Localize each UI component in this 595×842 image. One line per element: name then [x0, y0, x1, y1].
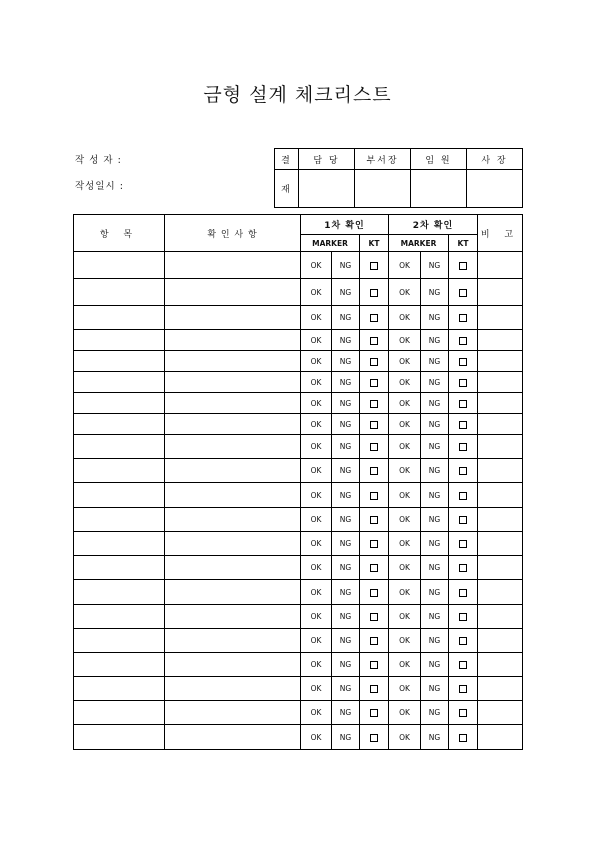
kt-checkbox-1[interactable] [360, 330, 389, 351]
ng-cell-1[interactable]: NG [332, 435, 360, 459]
check-content-cell[interactable] [165, 330, 301, 351]
check-content-cell[interactable] [165, 252, 301, 279]
ok-cell-2[interactable]: OK [389, 435, 421, 459]
check-content-cell[interactable] [165, 459, 301, 483]
checkbox-icon[interactable] [459, 709, 467, 717]
approval-role-president: 사 장 [467, 149, 523, 170]
date-label: 작성일시 : [75, 181, 124, 192]
ok-cell-2[interactable]: OK [389, 701, 421, 725]
item-cell[interactable] [74, 725, 165, 750]
header-marker-2: MARKER [389, 235, 449, 252]
approval-side-top: 결 [275, 149, 299, 170]
ok-cell-2[interactable]: OK [389, 725, 421, 750]
table-row [74, 414, 523, 435]
ng-cell-1[interactable]: NG [332, 653, 360, 677]
table-row [74, 435, 523, 459]
remarks-cell[interactable] [478, 330, 523, 351]
check-content-cell[interactable] [165, 725, 301, 750]
table-row [74, 279, 523, 306]
ok-cell-2[interactable]: OK [389, 252, 421, 279]
remarks-cell[interactable] [478, 351, 523, 372]
kt-checkbox-1[interactable] [360, 372, 389, 393]
kt-checkbox-1[interactable] [360, 677, 389, 701]
kt-checkbox-2[interactable] [449, 532, 478, 556]
checkbox-icon[interactable] [459, 685, 467, 693]
ng-cell-2[interactable]: NG [421, 372, 449, 393]
kt-checkbox-1[interactable] [360, 532, 389, 556]
item-cell[interactable] [74, 330, 165, 351]
item-cell[interactable] [74, 653, 165, 677]
kt-checkbox-2[interactable] [449, 483, 478, 508]
ok-cell-1[interactable]: OK [301, 306, 332, 330]
remarks-cell[interactable] [478, 677, 523, 701]
remarks-cell[interactable] [478, 653, 523, 677]
checkbox-icon[interactable] [459, 379, 467, 387]
item-cell[interactable] [74, 393, 165, 414]
remarks-cell[interactable] [478, 725, 523, 750]
ng-cell-2[interactable]: NG [421, 435, 449, 459]
ng-cell-2[interactable]: NG [421, 532, 449, 556]
kt-checkbox-1[interactable] [360, 629, 389, 653]
ng-cell-1[interactable]: NG [332, 306, 360, 330]
ng-cell-2[interactable]: NG [421, 508, 449, 532]
table-row [74, 532, 523, 556]
checkbox-icon[interactable] [459, 314, 467, 322]
checkbox-icon[interactable] [459, 492, 467, 500]
kt-checkbox-1[interactable] [360, 393, 389, 414]
table-row [74, 701, 523, 725]
remarks-cell[interactable] [478, 372, 523, 393]
ng-cell-1[interactable]: NG [332, 330, 360, 351]
check-content-cell[interactable] [165, 605, 301, 629]
header-first-check: 1차 확인 [301, 215, 389, 235]
header-marker-1: MARKER [301, 235, 360, 252]
checkbox-icon[interactable] [459, 516, 467, 524]
header-item: 항 목 [74, 215, 165, 252]
checkbox-icon[interactable] [370, 379, 378, 387]
ok-cell-1[interactable]: OK [301, 252, 332, 279]
header-check-content: 확 인 사 항 [165, 215, 301, 252]
ng-cell-1[interactable]: NG [332, 532, 360, 556]
kt-checkbox-1[interactable] [360, 701, 389, 725]
ng-cell-2[interactable]: NG [421, 605, 449, 629]
table-row [74, 677, 523, 701]
remarks-cell[interactable] [478, 605, 523, 629]
table-row [74, 393, 523, 414]
remarks-cell[interactable] [478, 483, 523, 508]
kt-checkbox-1[interactable] [360, 725, 389, 750]
signature-box[interactable] [355, 170, 411, 208]
checkbox-icon[interactable] [459, 400, 467, 408]
signature-box[interactable] [411, 170, 467, 208]
kt-checkbox-2[interactable] [449, 330, 478, 351]
checkbox-icon[interactable] [370, 540, 378, 548]
ng-cell-2[interactable]: NG [421, 629, 449, 653]
check-content-cell[interactable] [165, 532, 301, 556]
ok-cell-1[interactable]: OK [301, 279, 332, 306]
checkbox-icon[interactable] [370, 709, 378, 717]
checkbox-icon[interactable] [370, 637, 378, 645]
kt-checkbox-2[interactable] [449, 279, 478, 306]
kt-checkbox-2[interactable] [449, 508, 478, 532]
ng-cell-1[interactable]: NG [332, 393, 360, 414]
ok-cell-2[interactable]: OK [389, 351, 421, 372]
kt-checkbox-2[interactable] [449, 393, 478, 414]
kt-checkbox-2[interactable] [449, 701, 478, 725]
ng-cell-2[interactable]: NG [421, 252, 449, 279]
checkbox-icon[interactable] [370, 613, 378, 621]
check-content-cell[interactable] [165, 508, 301, 532]
ng-cell-2[interactable]: NG [421, 701, 449, 725]
remarks-cell[interactable] [478, 556, 523, 580]
ok-cell-2[interactable]: OK [389, 279, 421, 306]
ng-cell-1[interactable]: NG [332, 459, 360, 483]
item-cell[interactable] [74, 414, 165, 435]
remarks-cell[interactable] [478, 393, 523, 414]
table-row [74, 653, 523, 677]
ng-cell-2[interactable]: NG [421, 351, 449, 372]
item-cell[interactable] [74, 435, 165, 459]
item-cell[interactable] [74, 629, 165, 653]
page-title: 금형 설계 체크리스트 [203, 84, 392, 106]
table-row [74, 605, 523, 629]
item-cell[interactable] [74, 459, 165, 483]
checkbox-icon[interactable] [459, 637, 467, 645]
ng-cell-2[interactable]: NG [421, 580, 449, 605]
check-content-cell[interactable] [165, 701, 301, 725]
ng-cell-2[interactable]: NG [421, 279, 449, 306]
table-row [74, 459, 523, 483]
kt-checkbox-1[interactable] [360, 556, 389, 580]
ok-cell-1[interactable]: OK [301, 393, 332, 414]
kt-checkbox-2[interactable] [449, 306, 478, 330]
check-content-cell[interactable] [165, 306, 301, 330]
header-kt-1: KT [360, 235, 389, 252]
checkbox-icon[interactable] [459, 661, 467, 669]
signature-box[interactable] [467, 170, 523, 208]
header-remarks: 비 고 [478, 215, 523, 252]
ng-cell-2[interactable]: NG [421, 677, 449, 701]
item-cell[interactable] [74, 556, 165, 580]
ok-cell-2[interactable]: OK [389, 459, 421, 483]
ok-cell-1[interactable]: OK [301, 629, 332, 653]
ng-cell-1[interactable]: NG [332, 252, 360, 279]
check-content-cell[interactable] [165, 393, 301, 414]
item-cell[interactable] [74, 605, 165, 629]
checkbox-icon[interactable] [459, 443, 467, 451]
check-content-cell[interactable] [165, 653, 301, 677]
kt-checkbox-1[interactable] [360, 483, 389, 508]
checkbox-icon[interactable] [370, 262, 378, 270]
approval-side-bottom: 재 [275, 170, 299, 208]
approval-role-staff: 담 당 [299, 149, 355, 170]
approval-role-executive: 임 원 [411, 149, 467, 170]
ok-cell-2[interactable]: OK [389, 629, 421, 653]
ng-cell-2[interactable]: NG [421, 556, 449, 580]
ok-cell-1[interactable]: OK [301, 459, 332, 483]
ng-cell-2[interactable]: NG [421, 414, 449, 435]
ng-cell-2[interactable]: NG [421, 459, 449, 483]
remarks-cell[interactable] [478, 306, 523, 330]
item-cell[interactable] [74, 580, 165, 605]
checkbox-icon[interactable] [370, 734, 378, 742]
checkbox-icon[interactable] [459, 262, 467, 270]
check-content-cell[interactable] [165, 435, 301, 459]
kt-checkbox-1[interactable] [360, 252, 389, 279]
ng-cell-1[interactable]: NG [332, 414, 360, 435]
ng-cell-1[interactable]: NG [332, 279, 360, 306]
kt-checkbox-2[interactable] [449, 435, 478, 459]
checkbox-icon[interactable] [459, 734, 467, 742]
checkbox-icon[interactable] [459, 564, 467, 572]
item-cell[interactable] [74, 306, 165, 330]
table-row [74, 556, 523, 580]
remarks-cell[interactable] [478, 252, 523, 279]
kt-checkbox-1[interactable] [360, 435, 389, 459]
ng-cell-1[interactable]: NG [332, 483, 360, 508]
checkbox-icon[interactable] [459, 358, 467, 366]
item-cell[interactable] [74, 532, 165, 556]
remarks-cell[interactable] [478, 435, 523, 459]
kt-checkbox-1[interactable] [360, 508, 389, 532]
ng-cell-2[interactable]: NG [421, 393, 449, 414]
checkbox-icon[interactable] [459, 337, 467, 345]
checkbox-icon[interactable] [459, 613, 467, 621]
kt-checkbox-2[interactable] [449, 580, 478, 605]
checkbox-icon[interactable] [459, 589, 467, 597]
table-row [74, 725, 523, 750]
header-second-check: 2차 확인 [389, 215, 478, 235]
check-content-cell[interactable] [165, 414, 301, 435]
kt-checkbox-1[interactable] [360, 351, 389, 372]
kt-checkbox-2[interactable] [449, 252, 478, 279]
ok-cell-1[interactable]: OK [301, 653, 332, 677]
ng-cell-1[interactable]: NG [332, 677, 360, 701]
item-cell[interactable] [74, 279, 165, 306]
table-row [74, 580, 523, 605]
ok-cell-1[interactable]: OK [301, 483, 332, 508]
checkbox-icon[interactable] [370, 685, 378, 693]
ng-cell-1[interactable]: NG [332, 580, 360, 605]
ok-cell-2[interactable]: OK [389, 393, 421, 414]
remarks-cell[interactable] [478, 414, 523, 435]
ok-cell-2[interactable]: OK [389, 372, 421, 393]
approval-table [274, 148, 523, 208]
item-cell[interactable] [74, 701, 165, 725]
remarks-cell[interactable] [478, 629, 523, 653]
checkbox-icon[interactable] [370, 289, 378, 297]
kt-checkbox-1[interactable] [360, 306, 389, 330]
ok-cell-1[interactable]: OK [301, 677, 332, 701]
kt-checkbox-2[interactable] [449, 605, 478, 629]
remarks-cell[interactable] [478, 701, 523, 725]
checkbox-icon[interactable] [370, 589, 378, 597]
ok-cell-1[interactable]: OK [301, 556, 332, 580]
ok-cell-2[interactable]: OK [389, 532, 421, 556]
checkbox-icon[interactable] [370, 443, 378, 451]
kt-checkbox-2[interactable] [449, 677, 478, 701]
ng-cell-2[interactable]: NG [421, 306, 449, 330]
item-cell[interactable] [74, 483, 165, 508]
item-cell[interactable] [74, 252, 165, 279]
ok-cell-1[interactable]: OK [301, 351, 332, 372]
ng-cell-2[interactable]: NG [421, 483, 449, 508]
ng-cell-2[interactable]: NG [421, 653, 449, 677]
header-kt-2: KT [449, 235, 478, 252]
kt-checkbox-2[interactable] [449, 372, 478, 393]
check-content-cell[interactable] [165, 580, 301, 605]
ng-cell-1[interactable]: NG [332, 605, 360, 629]
check-content-cell[interactable] [165, 372, 301, 393]
kt-checkbox-1[interactable] [360, 653, 389, 677]
table-row [74, 351, 523, 372]
ok-cell-1[interactable]: OK [301, 508, 332, 532]
kt-checkbox-1[interactable] [360, 605, 389, 629]
remarks-cell[interactable] [478, 279, 523, 306]
ok-cell-2[interactable]: OK [389, 580, 421, 605]
ok-cell-2[interactable]: OK [389, 483, 421, 508]
ng-cell-1[interactable]: NG [332, 351, 360, 372]
kt-checkbox-1[interactable] [360, 279, 389, 306]
ng-cell-2[interactable]: NG [421, 330, 449, 351]
kt-checkbox-1[interactable] [360, 414, 389, 435]
ng-cell-1[interactable]: NG [332, 556, 360, 580]
table-row [74, 483, 523, 508]
ok-cell-1[interactable]: OK [301, 580, 332, 605]
ok-cell-2[interactable]: OK [389, 414, 421, 435]
check-content-cell[interactable] [165, 351, 301, 372]
remarks-cell[interactable] [478, 459, 523, 483]
ok-cell-1[interactable]: OK [301, 725, 332, 750]
kt-checkbox-2[interactable] [449, 414, 478, 435]
table-row [74, 629, 523, 653]
kt-checkbox-2[interactable] [449, 725, 478, 750]
ng-cell-1[interactable]: NG [332, 629, 360, 653]
kt-checkbox-2[interactable] [449, 629, 478, 653]
ok-cell-1[interactable]: OK [301, 372, 332, 393]
kt-checkbox-2[interactable] [449, 653, 478, 677]
checkbox-icon[interactable] [370, 400, 378, 408]
check-content-cell[interactable] [165, 677, 301, 701]
kt-checkbox-2[interactable] [449, 351, 478, 372]
ng-cell-1[interactable]: NG [332, 725, 360, 750]
approval-role-manager: 부서장 [355, 149, 411, 170]
kt-checkbox-2[interactable] [449, 556, 478, 580]
ng-cell-2[interactable]: NG [421, 725, 449, 750]
kt-checkbox-1[interactable] [360, 459, 389, 483]
check-content-cell[interactable] [165, 556, 301, 580]
checkbox-icon[interactable] [370, 314, 378, 322]
check-content-cell[interactable] [165, 483, 301, 508]
check-content-cell[interactable] [165, 279, 301, 306]
kt-checkbox-2[interactable] [449, 459, 478, 483]
checkbox-icon[interactable] [459, 540, 467, 548]
checkbox-icon[interactable] [370, 467, 378, 475]
item-cell[interactable] [74, 677, 165, 701]
item-cell[interactable] [74, 372, 165, 393]
table-row [74, 306, 523, 330]
ok-cell-1[interactable]: OK [301, 701, 332, 725]
checklist-table [73, 214, 523, 750]
table-row [74, 372, 523, 393]
checkbox-icon[interactable] [459, 289, 467, 297]
author-label: 작 성 자 : [75, 155, 122, 166]
checkbox-icon[interactable] [370, 661, 378, 669]
ok-cell-1[interactable]: OK [301, 605, 332, 629]
signature-box[interactable] [299, 170, 355, 208]
ok-cell-2[interactable]: OK [389, 556, 421, 580]
checkbox-icon[interactable] [370, 421, 378, 429]
checkbox-icon[interactable] [459, 421, 467, 429]
ok-cell-2[interactable]: OK [389, 605, 421, 629]
ok-cell-2[interactable]: OK [389, 330, 421, 351]
ng-cell-1[interactable]: NG [332, 701, 360, 725]
ok-cell-1[interactable]: OK [301, 414, 332, 435]
checkbox-icon[interactable] [370, 492, 378, 500]
checkbox-icon[interactable] [370, 337, 378, 345]
ng-cell-1[interactable]: NG [332, 372, 360, 393]
remarks-cell[interactable] [478, 580, 523, 605]
ok-cell-2[interactable]: OK [389, 677, 421, 701]
item-cell[interactable] [74, 508, 165, 532]
ok-cell-2[interactable]: OK [389, 508, 421, 532]
table-row [74, 508, 523, 532]
table-row [74, 252, 523, 279]
ok-cell-2[interactable]: OK [389, 653, 421, 677]
remarks-cell[interactable] [478, 508, 523, 532]
ok-cell-2[interactable]: OK [389, 306, 421, 330]
remarks-cell[interactable] [478, 532, 523, 556]
check-content-cell[interactable] [165, 629, 301, 653]
item-cell[interactable] [74, 351, 165, 372]
checkbox-icon[interactable] [370, 358, 378, 366]
table-row [74, 330, 523, 351]
ok-cell-1[interactable]: OK [301, 330, 332, 351]
ok-cell-1[interactable]: OK [301, 435, 332, 459]
kt-checkbox-1[interactable] [360, 580, 389, 605]
ok-cell-1[interactable]: OK [301, 532, 332, 556]
checkbox-icon[interactable] [459, 467, 467, 475]
ng-cell-1[interactable]: NG [332, 508, 360, 532]
checkbox-icon[interactable] [370, 516, 378, 524]
checkbox-icon[interactable] [370, 564, 378, 572]
